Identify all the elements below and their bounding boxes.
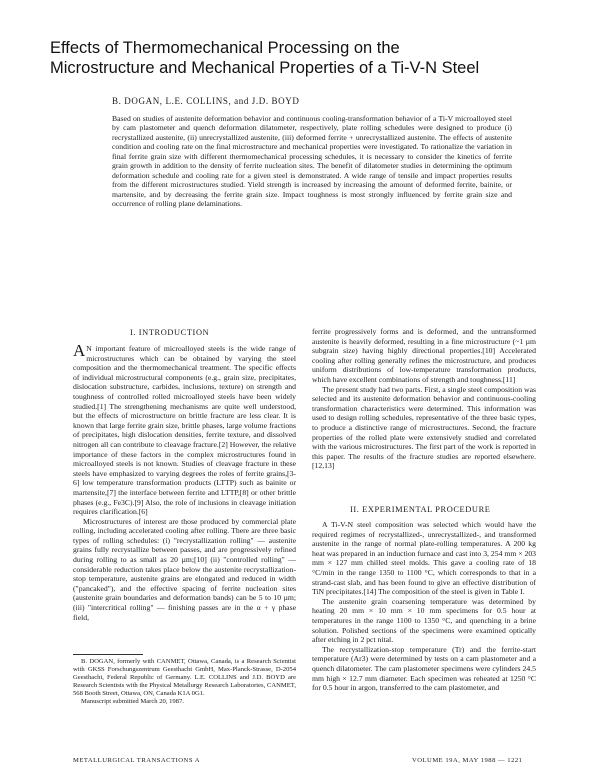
title-line-1: Effects of Thermomechanical Processing on the [50, 39, 400, 57]
experimental-paragraph-3: The recrystallization-stop temperature (Tr) and the ferrite-start temperature (Ar3) were determined by tests on a cam plastometer and a quench dilatometer. The cam plastometer specimens were cylinders 24.5 mm high × 12.7 mm diameter. Each specimen was reheated at 1250 °C for 0.5 hour in argon, transferred to the cam plastometer, and [312, 644, 536, 693]
journal-name: METALLURGICAL TRANSACTIONS A [73, 757, 201, 764]
section-heading-experimental: II. EXPERIMENTAL PROCEDURE [350, 505, 491, 514]
title-line-2: Microstructure and Mechanical Properties of a Ti-V-N Steel [50, 59, 480, 77]
right-column-experimental [312, 520, 536, 756]
intro-paragraph-2: Microstructures of interest are those produced by commercial plate rolling, including accelerated cooling after rolling. There are three basic types of rolling schedules: (i) "recrystallization rolling" — austenite grains fully recrystallize between passes, and are progressively refined during rolling to as small as 20 µm;[10] (ii) "controlled rolling" — considerable reduction takes place below the austenite recrystallization-stop temperature, austenite grains are elongated and reduced in width ("pancaked"), and the effective spacing of ferrite nucleation sites (austenite grain boundaries and deformation bands) can be 5 to 10 µm; (iii) "intercritical rolling" — finishing passes are in the α + γ phase field, [73, 516, 296, 622]
footnote-received: Manuscript submitted March 20, 1987. [81, 698, 184, 706]
drop-cap: A [73, 344, 86, 360]
experimental-paragraph-1: A Ti-V-N steel composition was selected which would have the required regimes of recrystallized-, unrecrystallized-, and transformed austenite in the range of normal plate-rolling temperatures. A 200 kg heat was prepared in an induction furnace and cast into 3, 254 mm × 203 mm × 127 mm chilled steel molds. This gave a cooling rate of 18 °C/min in the range 1350 to 1100 °C, which corresponds to that in a strand-cast slab, and has been found to give an effective distribution of TiN precipitates.[14] The composition of the steel is given in Table I. [312, 520, 536, 597]
footnote-affiliations: B. DOGAN, formerly with CANMET, Ottawa, Canada, is a Research Scientist with GKSS Forschungszentrum Geesthacht GmbH, Max-Planck-Strasse, D-2054 Geesthacht, Federal Republic of Germany. L.E. COLLINS and J.D. BOYD are Research Scientists with the Physical Metallurgy Research Laboratories, CANMET, 568 Booth Street, Ottawa, ON, Canada K1A 0G1. [73, 658, 296, 698]
footnote-divider [73, 654, 143, 655]
intro-paragraph-1 [73, 344, 296, 517]
intro-paragraph-4: The present study had two parts. First, a single steel composition was selected and its austenite deformation behavior and continuous-cooling transformation characteristics were determined. This information was used to design rolling schedules, representative of the three basic types, to produce a distinctive range of microstructures. Second, the fracture properties of the rolled plate were extensively studied and correlated with the various microstructures. The first part of the work is reported in this paper. The results of the fracture studies are reported elsewhere.[12,13] [312, 384, 536, 471]
abstract: Based on studies of austenite deformation behavior and continuous cooling-transformation behavior of a Ti-V microalloyed steel by cam plastometer and quench deformation dilatometer, respectively, plate rolling schedules were designed to produce (i) recrystallized austenite, (ii) unrecrystallized austenite, (iii) deformed ferrite + unrecrystallized austenite. The effects of austenite condition and cooling rate on the final microstructure and mechanical properties were investigated. To rationalize the variation in final ferrite grain size with different thermomechanical processing schedules, it is necessary to consider the kinetics of ferrite grain growth in addition to the density of ferrite nucleation sites. The benefit of dilatometer studies in determining the optimum deformation schedule and cooling rate for a given steel is demonstrated. A wide range of tensile and impact properties results from the different microstructures studied. Yield strength is increased by increasing the amount of deformed ferrite, bainite, or martensite, and by decreasing the ferrite grain size. Impact toughness is most strongly influenced by ferrite grain size and occurrence of rolling plane delaminations. [112, 114, 512, 209]
left-column [73, 344, 296, 650]
article-title [50, 38, 550, 78]
section-heading-introduction: I. INTRODUCTION [130, 328, 210, 337]
issue-and-page: VOLUME 19A, MAY 1988 — 1221 [412, 757, 523, 764]
intro-paragraph-3: ferrite progressively forms and is deformed, and the untransformed austenite is heavily deformed, resulting in a fine microstructure (~1 µm subgrain size) having highly directional properties.[10] Accelerated cooling after rolling generally refines the microstructure, and produces uniform distributions of low-temperature transformation products, which have excellent combinations of strength and toughness.[11] [312, 327, 536, 384]
footnotes [73, 658, 296, 707]
author-list: B. DOGAN, L.E. COLLINS, and J.D. BOYD [112, 96, 300, 106]
experimental-paragraph-2: The austenite grain coarsening temperature was determined by heating 20 mm × 10 mm × 10 mm specimens for 0.5 hour at temperatures in the range 1100 to 1350 °C, and quenching in a brine solution. Polished sections of the specimens were examined optically after etching in 2 pct nital. [312, 596, 536, 645]
intro-paragraph-1-text: N important feature of microalloyed steels is the wide range of microstructures which can be obtained by varying the steel composition and the thermomechanical treatment. The specific effects of individual microstructural components (e.g., grain size, precipitates, dislocation substructure, carbides, inclusions, texture) on strength and toughness of controlled rolled microalloyed steels have been widely studied.[1] The strengthening mechanisms are quite well understood, but the effects of microstructure on brittle fracture are less clear. It is known that large ferrite grain size, brittle phases, large volume fractions of precipitates, high dislocation densities, ferrite texture, and dissolved nitrogen all can contribute to cleavage fracture.[2] However, the relative importance of these factors in the complex microstructures found in microalloyed steels is not known. Studies of cleavage fracture in these steels have emphasized to varying degrees the roles of ferrite grains,[3-6] low temperature transformation products (LTTP) such as bainite or martensite,[7] the interface between ferrite and LTTP,[8] or other brittle phases (e.g., Fe3C).[9] Also, the role of inclusions in cleavage initiation requires clarification.[6] [73, 344, 296, 517]
right-column-introduction [312, 327, 536, 475]
